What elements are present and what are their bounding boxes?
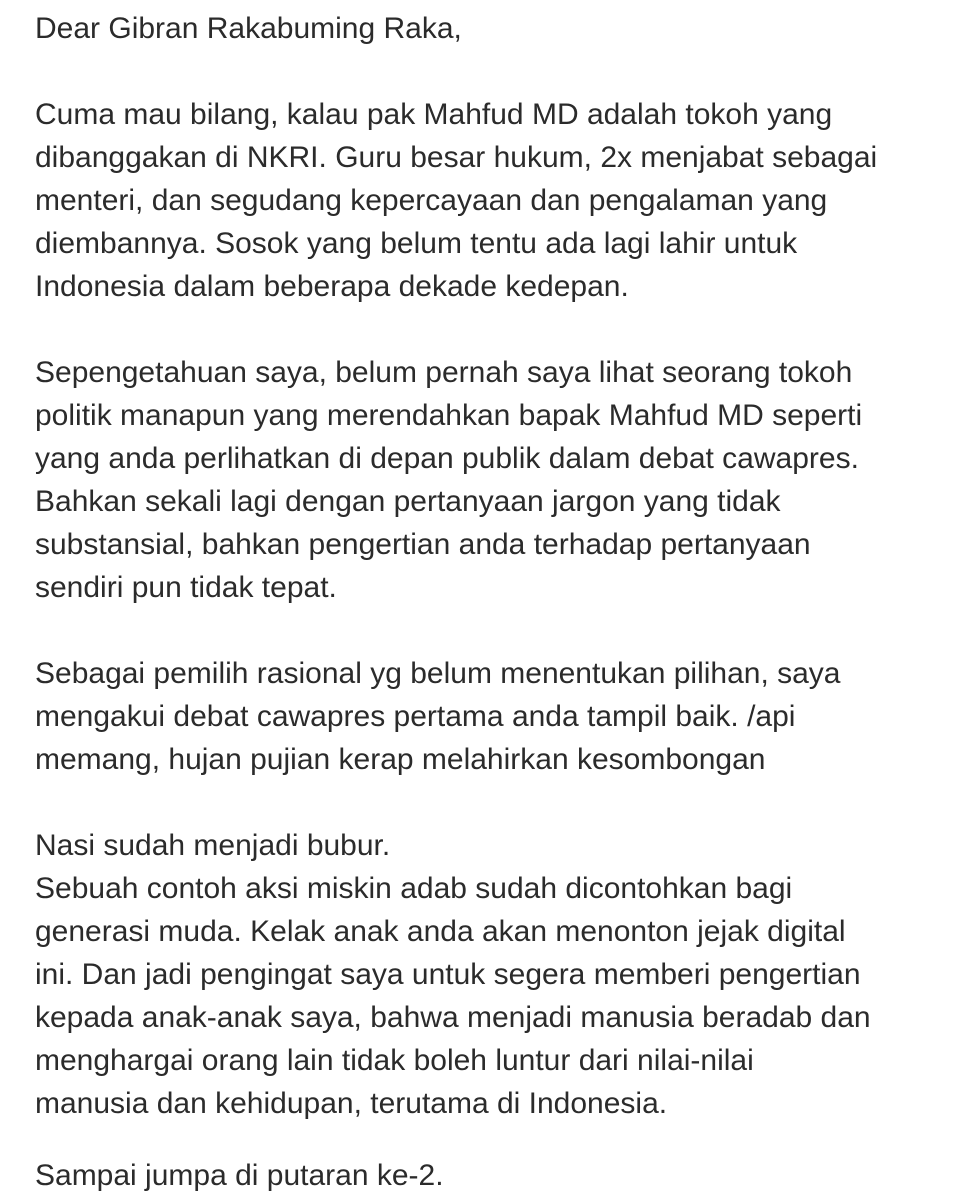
paragraph-2-line-3: yang anda perlihatkan di depan publik dalam debat cawapres. [35, 442, 859, 475]
paragraph-1-line-1: Cuma mau bilang, kalau pak Mahfud MD adalah tokoh yang [35, 98, 833, 131]
paragraph-1-line-4: diembannya. Sosok yang belum tentu ada lagi lahir untuk [35, 227, 798, 260]
paragraph-4-line-1: Nasi sudah menjadi bubur. [35, 829, 391, 862]
paragraph-2-line-5: substansial, bahkan pengertian anda terhadap pertanyaan [35, 528, 811, 561]
paragraph-4-line-5: kepada anak-anak saya, bahwa menjadi manusia beradab dan [35, 1001, 871, 1034]
paragraph-1-line-5: Indonesia dalam beberapa dekade kedepan. [35, 270, 629, 303]
paragraph-2-line-4: Bahkan sekali lagi dengan pertanyaan jargon yang tidak [35, 485, 781, 518]
paragraph-4-line-4: ini. Dan jadi pengingat saya untuk segera memberi pengertian [35, 958, 861, 991]
paragraph-1-line-2: dibanggakan di NKRI. Guru besar hukum, 2x menjabat sebagai [35, 141, 878, 174]
paragraph-4-line-6: menghargai orang lain tidak boleh luntur dari nilai-nilai [35, 1044, 754, 1077]
paragraph-1-line-3: menteri, dan segudang kepercayaan dan pengalaman yang [35, 184, 828, 217]
letter-closing: Sampai jumpa di putaran ke-2. [35, 1159, 444, 1192]
paragraph-3-line-2: mengakui debat cawapres pertama anda tampil baik. /api [35, 700, 796, 733]
paragraph-3-line-3: memang, hujan pujian kerap melahirkan kesombongan [35, 743, 766, 776]
paragraph-4-line-3: generasi muda. Kelak anak anda akan menonton jejak digital [35, 915, 846, 948]
paragraph-4-line-7: manusia dan kehidupan, terutama di Indonesia. [35, 1087, 668, 1120]
paragraph-3-line-1: Sebagai pemilih rasional yg belum menentukan pilihan, saya [35, 657, 841, 690]
paragraph-2-line-1: Sepengetahuan saya, belum pernah saya lihat seorang tokoh [35, 356, 853, 389]
clipped-previous-line [35, 0, 395, 2]
paragraph-2-line-2: politik manapun yang merendahkan bapak Mahfud MD seperti [35, 399, 863, 432]
paragraph-2-line-6: sendiri pun tidak tepat. [35, 571, 337, 604]
paragraph-4-line-2: Sebuah contoh aksi miskin adab sudah dicontohkan bagi [35, 872, 793, 905]
letter-greeting: Dear Gibran Rakabuming Raka, [35, 12, 462, 45]
